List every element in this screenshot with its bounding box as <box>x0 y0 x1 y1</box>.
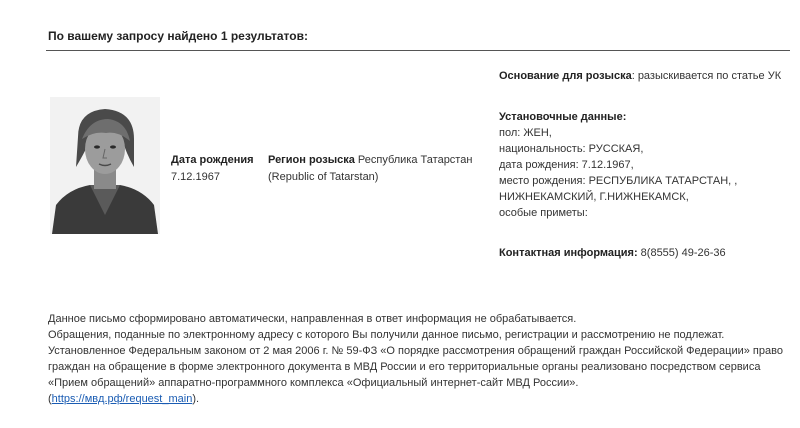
birth-date-label: Дата рождения <box>171 154 254 166</box>
request-main-link[interactable]: https://мвд.рф/request_main <box>51 393 193 405</box>
person-photo-image <box>50 97 160 234</box>
search-region-label: Регион розыска <box>268 154 355 166</box>
search-basis <box>499 68 794 84</box>
results-heading: По вашему запросу найдено 1 результатов: <box>48 29 308 43</box>
person-photo <box>50 97 160 234</box>
search-region-value: Республика Татарстан <box>357 154 473 166</box>
footer-line: «Прием обращений» аппаратно-программного комплекса «Официальный интернет-сайт МВД России». <box>48 377 579 389</box>
link-open-paren: ( <box>48 393 52 405</box>
identification-data <box>499 109 794 221</box>
link-close-paren: ). <box>192 393 200 405</box>
search-region-value-en: (Republic of Tatarstan) <box>268 171 379 183</box>
contact-info <box>499 245 794 261</box>
detail-line: национальность: РУССКАЯ, <box>499 143 644 155</box>
detail-line: пол: ЖЕН, <box>499 127 552 139</box>
detail-line: место рождения: РЕСПУБЛИКА ТАТАРСТАН, , <box>499 175 738 187</box>
footer-line: Данное письмо сформировано автоматически, направленная в ответ информация не обрабатывается. <box>48 313 577 325</box>
detail-line: дата рождения: 7.12.1967, <box>499 159 634 171</box>
detail-line: особые приметы: <box>499 207 588 219</box>
footer-notice <box>48 311 796 407</box>
detail-line: НИЖНЕКАМСКИЙ, Г.НИЖНЕКАМСК, <box>499 191 689 203</box>
search-basis-value: : разыскивается по статье УК <box>631 70 782 82</box>
footer-line: граждан на обращение в форме электронного документа в МВД России и его территориальные органы реализовано посредством сервиса <box>48 361 761 373</box>
footer-line: Установленное Федеральным законом от 2 мая 2006 г. № 59-ФЗ «О порядке рассмотрения обращений граждан Российской Федерации» право <box>48 345 783 357</box>
birth-date-value: 7.12.1967 <box>171 171 220 183</box>
footer-line: Обращения, поданные по электронному адресу с которого Вы получили данное письмо, регистрации и рассмотрению не подлежат. <box>48 329 725 341</box>
identification-data-label: Установочные данные: <box>499 111 627 123</box>
divider <box>46 50 790 51</box>
footer-link-line <box>48 391 796 407</box>
search-region-block <box>268 152 483 186</box>
search-basis-label: Основание для розыска <box>499 70 632 82</box>
contact-info-value: 8(8555) 49-26-36 <box>637 247 726 259</box>
birth-date-block <box>171 152 261 186</box>
contact-info-label: Контактная информация: <box>499 247 638 259</box>
